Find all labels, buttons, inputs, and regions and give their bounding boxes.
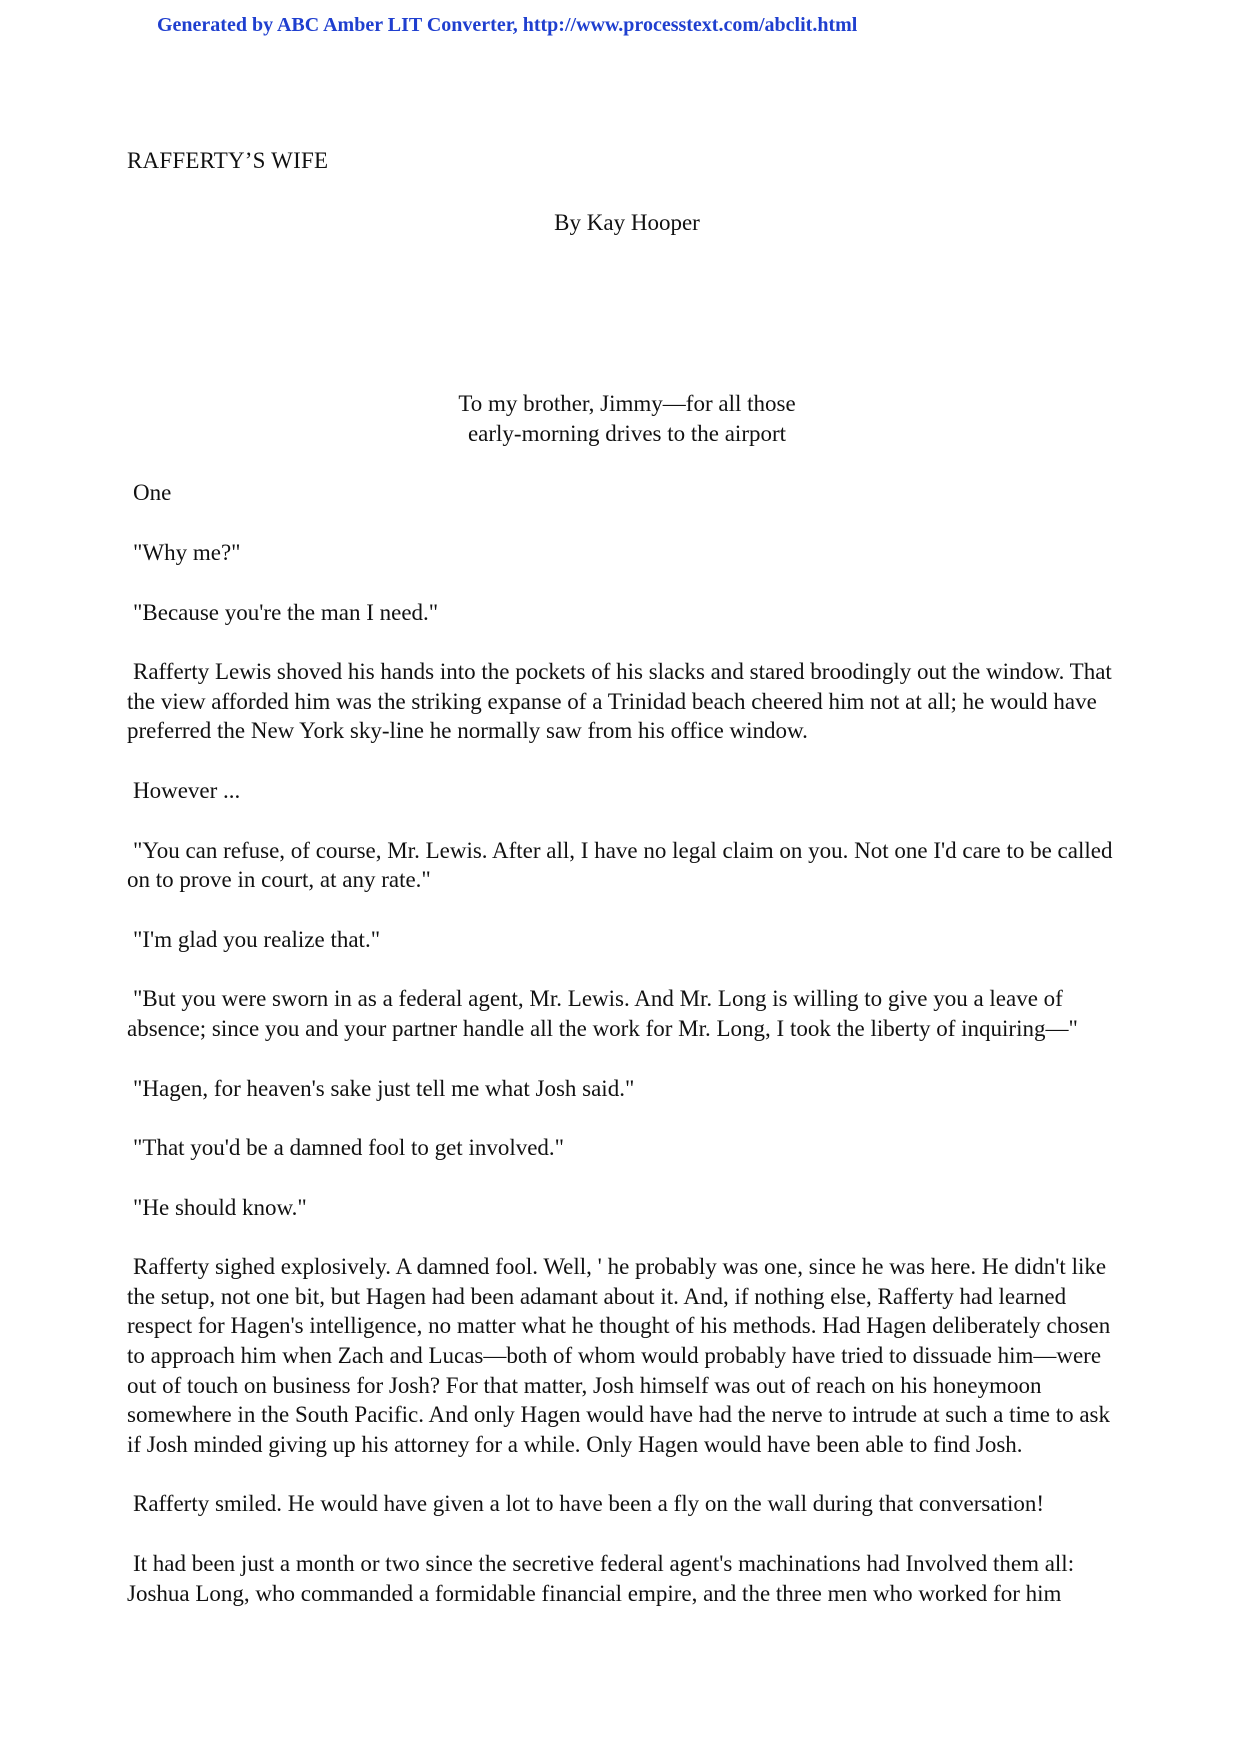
page-content	[127, 146, 1127, 1638]
paragraph: Rafferty smiled. He would have given a lot to have been a fly on the wall during that conversation!	[133, 1491, 1045, 1517]
paragraph: "But you were sworn in as a federal agent, Mr. Lewis. And Mr. Long is willing to give you a leave of absence; since you and your partner handle all the work for Mr. Long, I took the liberty of inquiring—"	[127, 986, 1078, 1041]
paragraph: "He should know."	[133, 1194, 307, 1220]
dedication	[127, 389, 1127, 448]
book-title: RAFFERTY’S WIFE	[127, 148, 329, 173]
paragraph: It had been just a month or two since the secretive federal agent's machinations had Involved them all: Joshua Long, who commanded a formidable financial empire, and the three men who worked for him	[127, 1551, 1075, 1606]
paragraph: "I'm glad you realize that."	[133, 926, 381, 952]
converter-header: Generated by ABC Amber LIT Converter, http://www.processtext.com/abclit.html	[157, 14, 858, 36]
paragraph: "Hagen, for heaven's sake just tell me what Josh said."	[133, 1075, 635, 1101]
dedication-line: To my brother, Jimmy—for all those	[458, 391, 796, 417]
paragraph: "You can refuse, of course, Mr. Lewis. After all, I have no legal claim on you. Not one I'd care to be called on to prove in court, at any rate."	[127, 837, 1113, 893]
body-text	[127, 538, 1127, 1608]
paragraph: "Because you're the man I need."	[133, 599, 439, 625]
chapter-heading: One	[133, 480, 172, 506]
author-line: By Kay Hooper	[554, 209, 700, 235]
paragraph: Rafferty Lewis shoved his hands into the pockets of his slacks and stared broodingly out the window. That the view afforded him was the striking expanse of a Trinidad beach cheered him not at all; he would have preferred the New York sky-line he normally saw from his office window.	[127, 659, 1112, 744]
paragraph: "Why me?"	[133, 539, 241, 565]
paragraph: Rafferty sighed explosively. A damned fool. Well, ' he probably was one, since he was here. He didn't like the setup, not one bit, but Hagen had been adamant about it. And, if nothing else, Rafferty had learned respect for Hagen's intelligence, no matter what he thought of his methods. Had Hagen deliberately chosen to approach him when Zach and Lucas—both of whom would probably have tried to dissuade him—were out of touch on business for Josh? For that matter, Josh himself was out of reach on his honeymoon somewhere in the South Pacific. And only Hagen would have had the nerve to intrude at such a time to ask if Josh minded giving up his attorney for a while. Only Hagen would have been able to find Josh.	[127, 1254, 1111, 1457]
paragraph: "That you'd be a damned fool to get involved."	[133, 1135, 565, 1161]
paragraph: However ...	[133, 777, 241, 803]
dedication-line: early-morning drives to the airport	[467, 420, 787, 446]
